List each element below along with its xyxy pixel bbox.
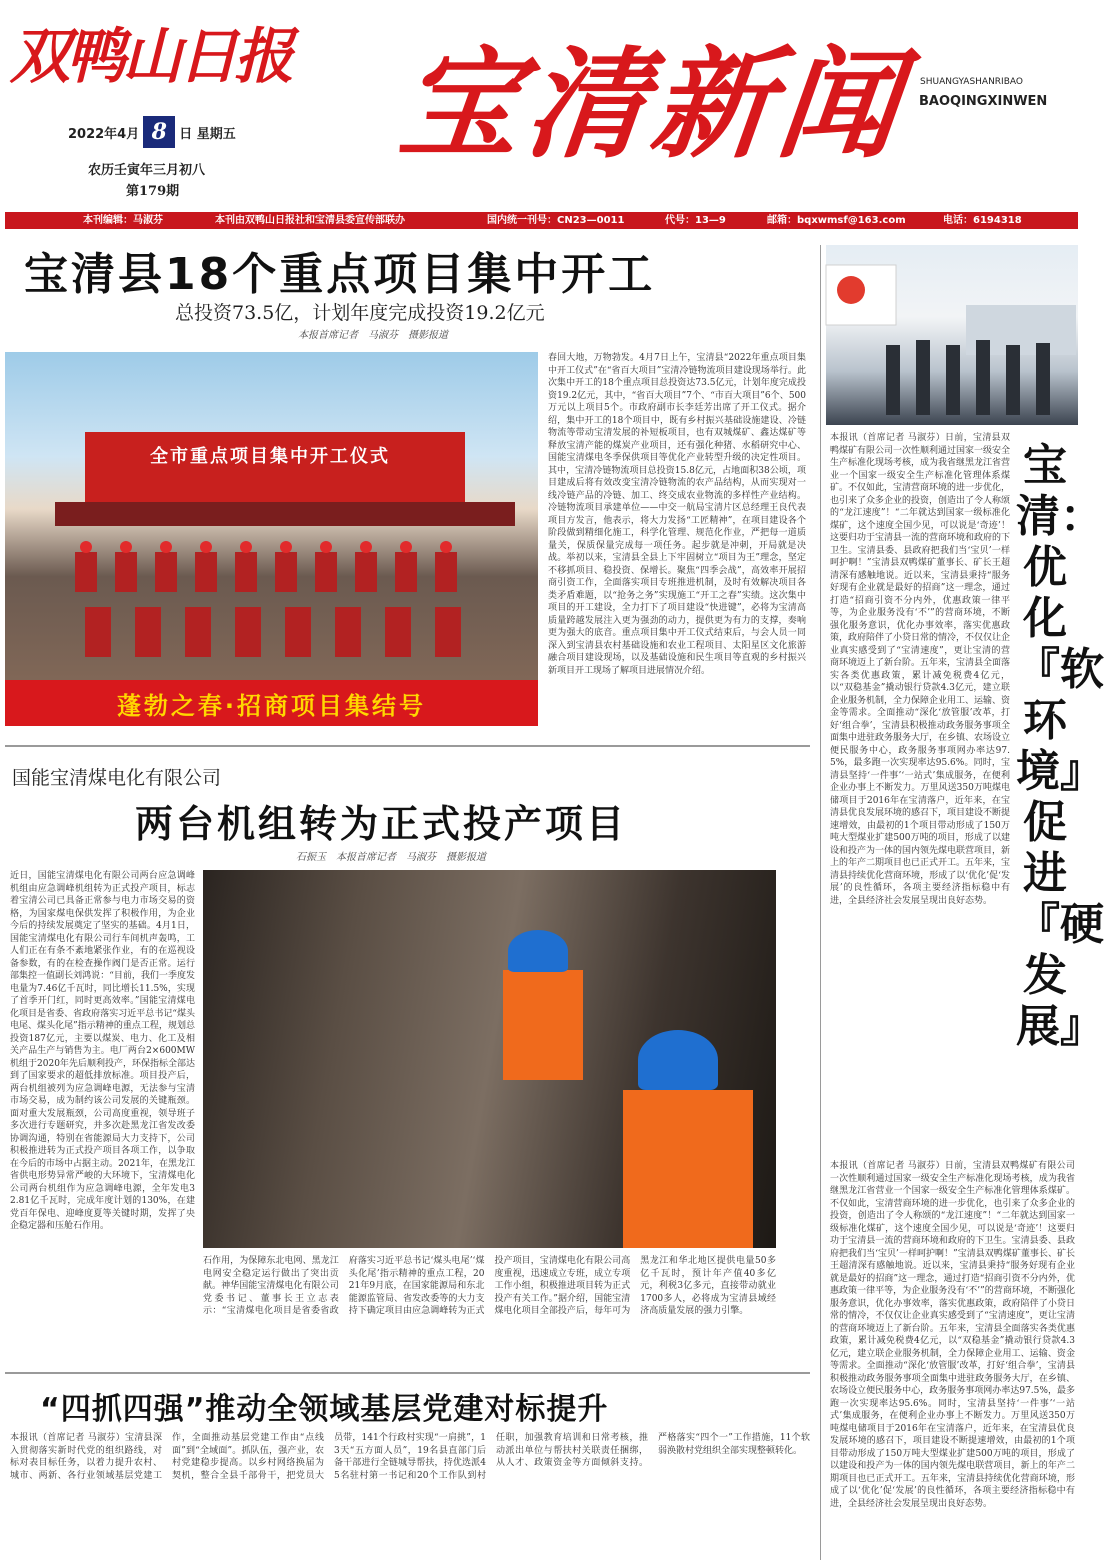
section-rule	[5, 1372, 810, 1374]
lead-headline: 宝清县18个重点项目集中开工	[24, 249, 656, 300]
info-bar	[5, 212, 1078, 229]
phone-info: 电话：6194318	[943, 215, 1022, 226]
second-body-bottom: 石作用，为保障东北电网、黑龙江电网安全稳定运行做出了突出贡献。神华国能宝清煤电化有限公司党委书记、董事长王立志表示：“宝清煤电化项目是省委省政府落实习近平总书记‘煤头电尾’‘煤头化尾’指示精神的重点工程，2021年9月底，在国家能源局和东北能源监管局、省发改委等的大力支持下确定项目由应急调峰转为正式投产项目，宝清煤电化有限公司高度重视，迅速成立专班，成立专项工作小组，积极推进项目转为正式投产有关工作。”据介绍，国能宝清煤电化项目全部投产后，每年可为黑龙江和华北地区提供电量50多亿千瓦时，预计年产值40多亿元，利税3亿多元，直接带动就业1700多人，必将成为宝清县域经济高质量发展的强力引擎。	[203, 1256, 776, 1316]
email-info: 邮箱：bqxwmsf@163.com	[767, 215, 906, 226]
lead-body: 春回大地，万物勃发。4月7日上午，宝清县“2022年重点项目集中开工仪式”在“省百大项目”宝清冷链物流项目建设现场举行。此次集中开工的18个重点项目总投资达73.5亿元，计划年度完成投资19.2亿元，其中，“省百大项目”7个、“市百大项目”6个、500万元以上项目5个。市政府副市长李廷芳出席了开工仪式。据介绍，集中开工的18个项目中，既有乡村振兴基础设施建设、冷链物流等带动宝清发展的补短板项目，也有双城煤矿、鑫达煤矿等释放宝清产能的煤炭产业项目，还有强化种猪、水稻研究中心、国能宝清煤电冬季保供项目等优化产业转型升级的决定性项目。其中，宝清冷链物流项目总投资15.8亿元，占地面积38公顷，项目建成后将有效改变宝清冷链物流的农产品结构，从而实现对一线冷链产品的冷链、加工、终交成农业物流的多样性产业结构。冷链物流项目承建单位——中交一航局宝清片区总经理王良代表项目方发言，他表示，将大力发扬“工匠精神”，在项目建设各个阶段做到精细化施工，科学化管理、规范化作业，严把每一道质量关，保质保量完成每一项任务。起步就是冲刺，开局就是决战。举初以来，宝清县全县上下牢固树立“项目为王”理念，坚定不移抓项目、稳投资、保增长。聚焦“四季会战”，高效率开展招商引资工作，全面落实项目专班推进机制，及时有效解决项目各类矛盾难题，以“抢务之务”实现施工“开工之春”实绩。这次集中项目的开工建设，全力打下了项目建设“快进键”，必将为宝清高质量跨越发展注入更为强劲的动力，提供更为有力的支撑，奏响更为强大的底音。重点项目集中开工仪式结束后，与会人员一同深入到宝清县农村基础设施和农业工程项目、太阳星区文化旅游融合项目建设现场，以及基础设施和民生项目等直观的乡村振兴新项目开工现场了解项目进展情况介绍。	[548, 353, 806, 676]
date-day-badge: 8	[143, 116, 175, 148]
side-body-bottom: 本报讯（首席记者 马淑芬）日前，宝清县双鸭煤矿有限公司一次性顺利通过国家一级安全生产标准化现场考核，成为我省继黑龙江省营业一个国家一级安全生产标准化管理体系煤矿。不仅如此，宝清营商环境的进一步优化，也引来了众多企业的投资，创造出了令人称颂的“龙江速度”！“二年就达到国家一级标准化煤矿，这个速度全国少见，可以说是‘奇迹’！这要归功于宝清县一流的营商环境和政府的下卫生。宝清县委、县政府把我们当‘宝贝’一样呵护啊！”宝清县双鸭煤矿董事长、矿长王超清深有感触地说。近以来，宝清县秉持“服务好现有企业就是最好的招商”这一理念，通过打造“招商引资不分内外，优惠政策一律平等，为企业服务没有‘不’”的营商环境，不断强化服务意识，优化办事效率，落实优惠政策，政府陪伴了小贷日常的情冷，不仅仅让企业真实感受到了“宝清速度”，更让宝清的营商环境迈上了新台阶。五年来，宝清县全面落实各类优惠政策，累计减免税费4亿元，以“双稳基金”撬动银行贷款4.3亿元，建立联企业服务机制，全力保障企业用工、运输、资金等需求。全面推动“深化‘放管服’改革，打好‘组合拳’，宝清县积极推动政务服务事项全面集中进驻政务服务大厅，在乡镇、农场设立便民服务中心，政务服务事项网办率达97.5%，最多跑一次实现率达95.6%。同时，宝清县坚持‘一件事’‘一站式’集成服务，在便利企业办事上不断发力。万里风送350万吨煤电储项目于2016年在宝清落户，近年来，在宝清县优良发展环境的感召下，项目建设不断提速增效，由最初的1个项目带动形成了150万吨大型煤业扩建500万吨的项目，形成了以建设和投产为一体的国内领先煤电联营项目，新上的年产二期项目也已正式开工。五年来，宝清县持续优化营商环境，形成了以‘优化’促‘发展’的良性循环，各项主要经济指标稳中有进，全县经济社会发展呈现出良好态势。	[830, 1161, 1075, 1509]
side-headline: 宝清：优化『软环境』促进『硬发展』	[1016, 440, 1104, 1052]
audience-rows	[5, 352, 538, 680]
publisher-info: 本刊由双鸭山日报社和宝清县委宣传部联办	[215, 215, 405, 226]
worker-vest-back	[503, 970, 583, 1080]
company-name: 国能宝清煤电化有限公司	[12, 767, 222, 789]
lunar-date: 农历壬寅年三月初八	[88, 163, 206, 178]
worker-helmet-back	[508, 930, 568, 972]
third-headline: “四抓四强”推动全领域基层党建对标提升	[40, 1392, 609, 1427]
date-prefix: 2022年4月	[68, 126, 140, 142]
date-suffix: 日 星期五	[179, 126, 236, 142]
lead-byline: 本报首席记者 马淑芬 摄影报道	[298, 330, 448, 341]
section-rule	[5, 745, 810, 747]
second-body-left: 近日，国能宝清煤电化有限公司两台应急调峰机组由应急调峰机组转为正式投产项目，标志着宝清公司已具备正常参与电力市场交易的资格，为国家煤电保供发挥了积极作用，为企业今后的持续发展奠定了坚实的基础。4月1日，国能宝清煤电化有限公司行车间机声轰鸣，工人们正在有条不紊地紧张作业，有的在巡视设备参数，有的在检查操作阀门是否正常。运行部集控一值副长刘鸿说：“目前，我们一季度发电量为7.46亿千瓦时，同比增长11.5%，实现了首季开门红，同时更高效率。”国能宝清煤电化项目是省委、省政府落实习近平总书记“煤头电尾、煤头化尾”指示精神的重点工程，规划总投资187亿元，主要以煤炭、电力、化工及相关产品生产与销售为主。电厂两台2×600MW机组于2020年先后顺利投产，环保指标全部达到了国家要求的超低排放标准。项目投产后，两台机组被列为应急调峰电源，无法参与宝清市场交易，成为制约该公司发展的关键瓶颈。面对重大发展瓶颈，公司高度重视，领导班子多次进行专题研究，并多次赴黑龙江省发改委协调沟通，特别在省能源局大力支持下，公司积极推进转为正式投产项目各项工作，以争取在今后的市场中占据主动。2021年，在黑龙江省供电形势异常严峻的大环境下，宝清煤电化公司两台机组作为应急调峰电源，全年发电32.81亿千瓦时，完成年度计划的130%，在建党百年保电、迎峰度夏等关键时期，发挥了央企稳定器和压舱石作用。	[10, 871, 195, 1231]
third-body: 本报讯（首席记者 马淑芬）宝清县深入贯彻落实新时代党的组织路线，对标对表目标任务，以着力提升农村、城市、两新、各行业领域基层党建工作，全面推动基层党建工作由“点线面”到“全域面”。抓队伍，强产业，农村党建稳步提高。以乡村网络换届为契机，整合全县千部骨干，把党员大员带，141个行政村实现“一肩挑”，13天“五方面人员”，19名县直部门后备干部进行全链城导帮扶，持优选派45名驻村第一书记和20个工作队到村任职，加强教育培训和日常考核，推动派出单位与帮扶村关联责任捆绑，从人才、政策资金等方面倾斜支持。严格落实“四个一”工作措施，11个软弱涣散村党组织全部实现整顿转化。	[10, 1433, 810, 1481]
second-byline: 石振玉 本报首席记者 马淑芬 摄影报道	[296, 852, 486, 863]
lead-subhead: 总投资73.5亿，计划年度完成投资19.2亿元	[175, 302, 545, 324]
code-info: 代号：13—9	[665, 215, 726, 226]
ceremony-photo	[5, 352, 538, 726]
paper-logo: 双鸭山日报	[10, 22, 290, 92]
second-headline: 两台机组转为正式投产项目	[135, 802, 628, 846]
office-photo	[826, 245, 1078, 425]
date-line	[68, 116, 236, 148]
office-scene	[826, 245, 1078, 425]
side-body-top: 本报讯（首席记者 马淑芬）日前，宝清县双鸭煤矿有限公司一次性顺利通过国家一级安全生产标准化现场考核，成为我省继黑龙江省营业一个国家一级安全生产标准化管理体系煤矿。不仅如此，宝清营商环境的进一步优化，也引来了众多企业的投资，创造出了令人称颂的“龙江速度”！“二年就达到国家一级标准化煤矿，这个速度全国少见，可以说是‘奇迹’！这要归功于宝清县一流的营商环境和政府的下卫生。宝清县委、县政府把我们当‘宝贝’一样呵护啊！”宝清县双鸭煤矿董事长、矿长王超清深有感触地说。近以来，宝清县秉持“服务好现有企业就是最好的招商”这一理念，通过打造“招商引资不分内外，优惠政策一律平等，为企业服务没有‘不’”的营商环境，不断强化服务意识，优化办事效率，落实优惠政策，政府陪伴了小贷日常的情冷，不仅仅让企业真实感受到了“宝清速度”，更让宝清的营商环境迈上了新台阶。五年来，宝清县全面落实各类优惠政策，累计减免税费4亿元，以“双稳基金”撬动银行贷款4.3亿元，建立联企业服务机制，全力保障企业用工、运输、资金等需求。全面推动“深化‘放管服’改革，打好‘组合拳’，宝清县积极推动政务服务事项全面集中进驻政务服务大厅，在乡镇、农场设立便民服务中心，政务服务事项网办率达97.5%，最多跑一次实现率达95.6%。同时，宝清县坚持‘一件事’‘一站式’集成服务，在便利企业办事上不断发力。万里风送350万吨煤电储项目于2016年在宝清落户，近年来，在宝清县优良发展环境的感召下，项目建设不断提速增效，由最初的1个项目带动形成了150万吨大型煤业扩建500万吨的项目，形成了以建设和投产为一体的国内领先煤电联营项目，新上的年产二期项目也已正式开工。五年来，宝清县持续优化营商环境，形成了以‘优化’促‘发展’的良性循环，各项主要经济指标稳中有进，全县经济社会发展呈现出良好态势。	[830, 433, 1011, 906]
worker-vest-front	[623, 1090, 753, 1248]
edition-pinyin: BAOQINGXINWEN	[919, 94, 1048, 109]
worker-helmet-front	[638, 1030, 718, 1090]
edition-title: 宝清新闻	[392, 34, 912, 175]
column-rule	[820, 245, 821, 1560]
cn-number: 国内统一刊号：CN23—0011	[487, 215, 625, 226]
photo-caption: 蓬勃之春·招商项目集结号	[116, 692, 427, 720]
issue-number: 第179期	[126, 184, 180, 199]
ceremony-banner-text: 全市重点项目集中开工仪式	[150, 446, 390, 467]
editor-info: 本刊编辑：马淑芬	[83, 215, 163, 226]
paper-pinyin: SHUANGYASHANRIBAO	[920, 77, 1023, 87]
workers-photo	[203, 870, 776, 1248]
